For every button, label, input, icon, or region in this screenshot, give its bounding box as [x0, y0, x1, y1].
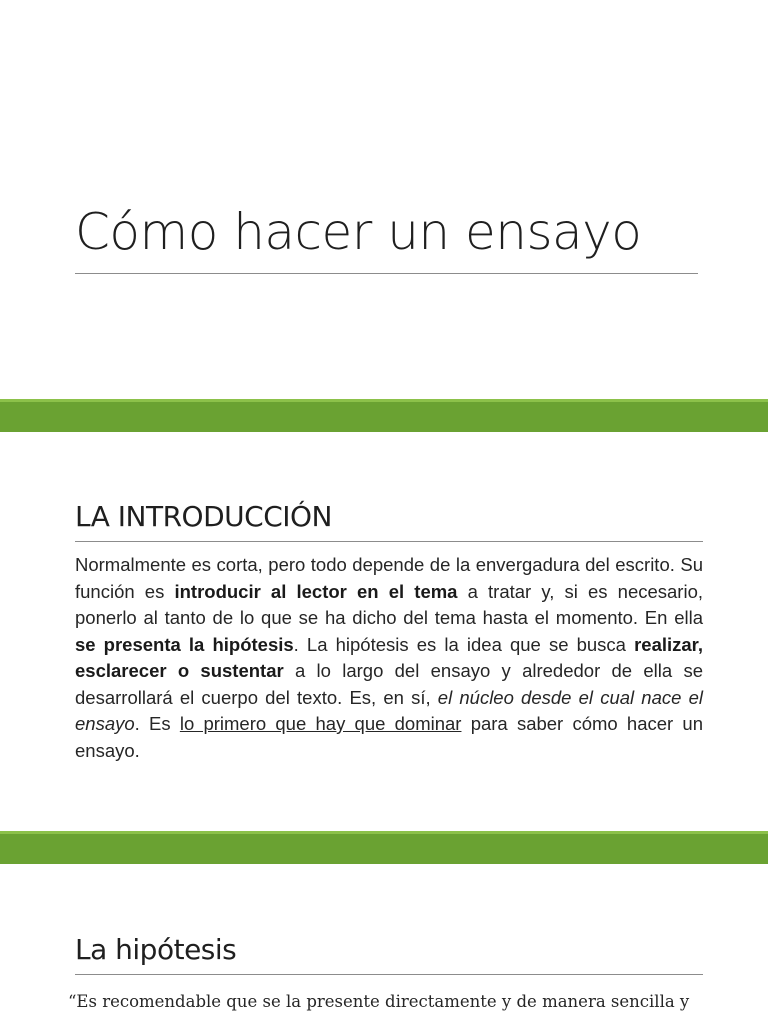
paragraph-text: . La hipótesis es la idea que se busca: [293, 633, 635, 655]
bold-phrase: se presenta la hipótesis: [75, 633, 294, 655]
italic-phrase: el núcleo desde el cual nace el ensayo: [75, 686, 703, 734]
heading-divider: [75, 541, 703, 542]
paragraph-text: a tratar y, si es necesario, ponerlo al tanto de lo que se ha dicho del tema hasta el momento. En ella: [75, 580, 704, 628]
hipotesis-quote: “Es recomendable que se la presente directamente y de manera sencilla y: [68, 992, 690, 1011]
section-heading-introduccion: LA INTRODUCCIÓN: [75, 500, 332, 533]
paragraph-text: . Es: [134, 713, 180, 734]
paragraph-text: Normalmente es corta, pero todo depende de la envergadura del escrito. Su función es: [75, 554, 703, 602]
intro-paragraph: [75, 552, 703, 764]
slide-title: Cómo hacer un ensayo: [75, 203, 642, 261]
section-heading-hipotesis: La hipótesis: [75, 933, 237, 966]
slide-separator-band: [0, 831, 768, 864]
paragraph-text: para saber cómo hacer un ensayo.: [75, 713, 703, 761]
slide-separator-band: [0, 399, 768, 432]
underlined-phrase: lo primero que hay que dominar: [179, 713, 462, 734]
heading-divider: [75, 974, 703, 975]
paragraph-text: a lo largo del ensayo y alrededor de ella se desarrollará el cuerpo del texto. Es, en sí,: [75, 660, 703, 708]
bold-phrase: introducir al lector en el tema: [174, 580, 458, 602]
bold-phrase: realizar, esclarecer o sustentar: [75, 633, 703, 681]
title-divider: [75, 273, 698, 274]
